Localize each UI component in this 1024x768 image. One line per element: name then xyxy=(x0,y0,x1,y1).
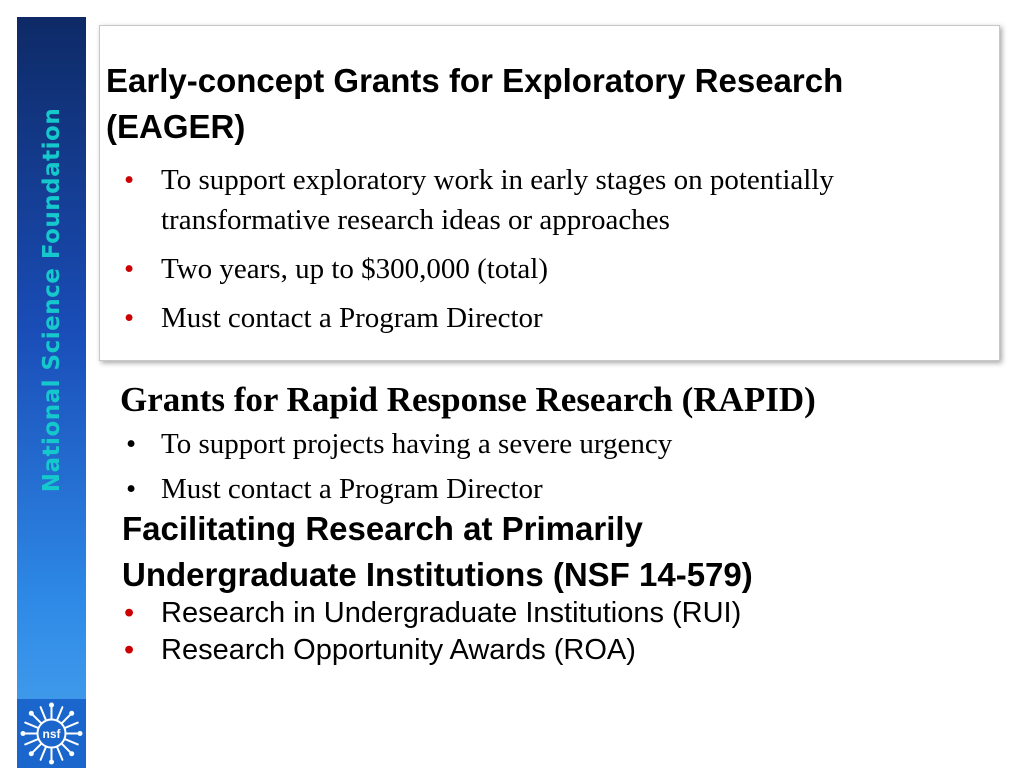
bullet-icon: • xyxy=(126,473,137,505)
bullet-icon: • xyxy=(124,634,135,666)
eager-heading-line2: (EAGER) xyxy=(106,108,246,145)
bullet-icon: • xyxy=(124,597,135,629)
bullet-icon: • xyxy=(124,164,135,196)
rapid-bullet-2: Must contact a Program Director xyxy=(161,473,543,505)
eager-heading-line1: Early-concept Grants for Exploratory Research xyxy=(106,62,844,99)
bullet-icon: • xyxy=(124,253,135,285)
bullet-icon: • xyxy=(124,302,135,334)
sidebar-title: National Science Foundation xyxy=(39,107,65,493)
eager-bullet-1-line1: To support exploratory work in early stages on potentially xyxy=(161,164,834,196)
nsf-logo xyxy=(17,699,86,768)
eager-bullet-3: Must contact a Program Director xyxy=(161,302,543,334)
eager-bullet-1-line2: transformative research ideas or approaches xyxy=(161,204,670,236)
nsf-logo-icon xyxy=(17,699,86,768)
rui-bullet-1: Research in Undergraduate Institutions (RUI) xyxy=(161,597,742,629)
rapid-heading: Grants for Rapid Response Research (RAPID) xyxy=(120,380,816,419)
rapid-bullet-1: To support projects having a severe urgency xyxy=(161,428,673,460)
rui-heading-line1: Facilitating Research at Primarily xyxy=(122,510,643,547)
bullet-icon: • xyxy=(126,428,137,460)
rui-heading-line2: Undergraduate Institutions (NSF 14-579) xyxy=(122,556,753,593)
nsf-logo-text: nsf xyxy=(42,727,61,741)
eager-bullet-2: Two years, up to $300,000 (total) xyxy=(161,253,548,285)
rui-bullet-2: Research Opportunity Awards (ROA) xyxy=(161,634,636,666)
